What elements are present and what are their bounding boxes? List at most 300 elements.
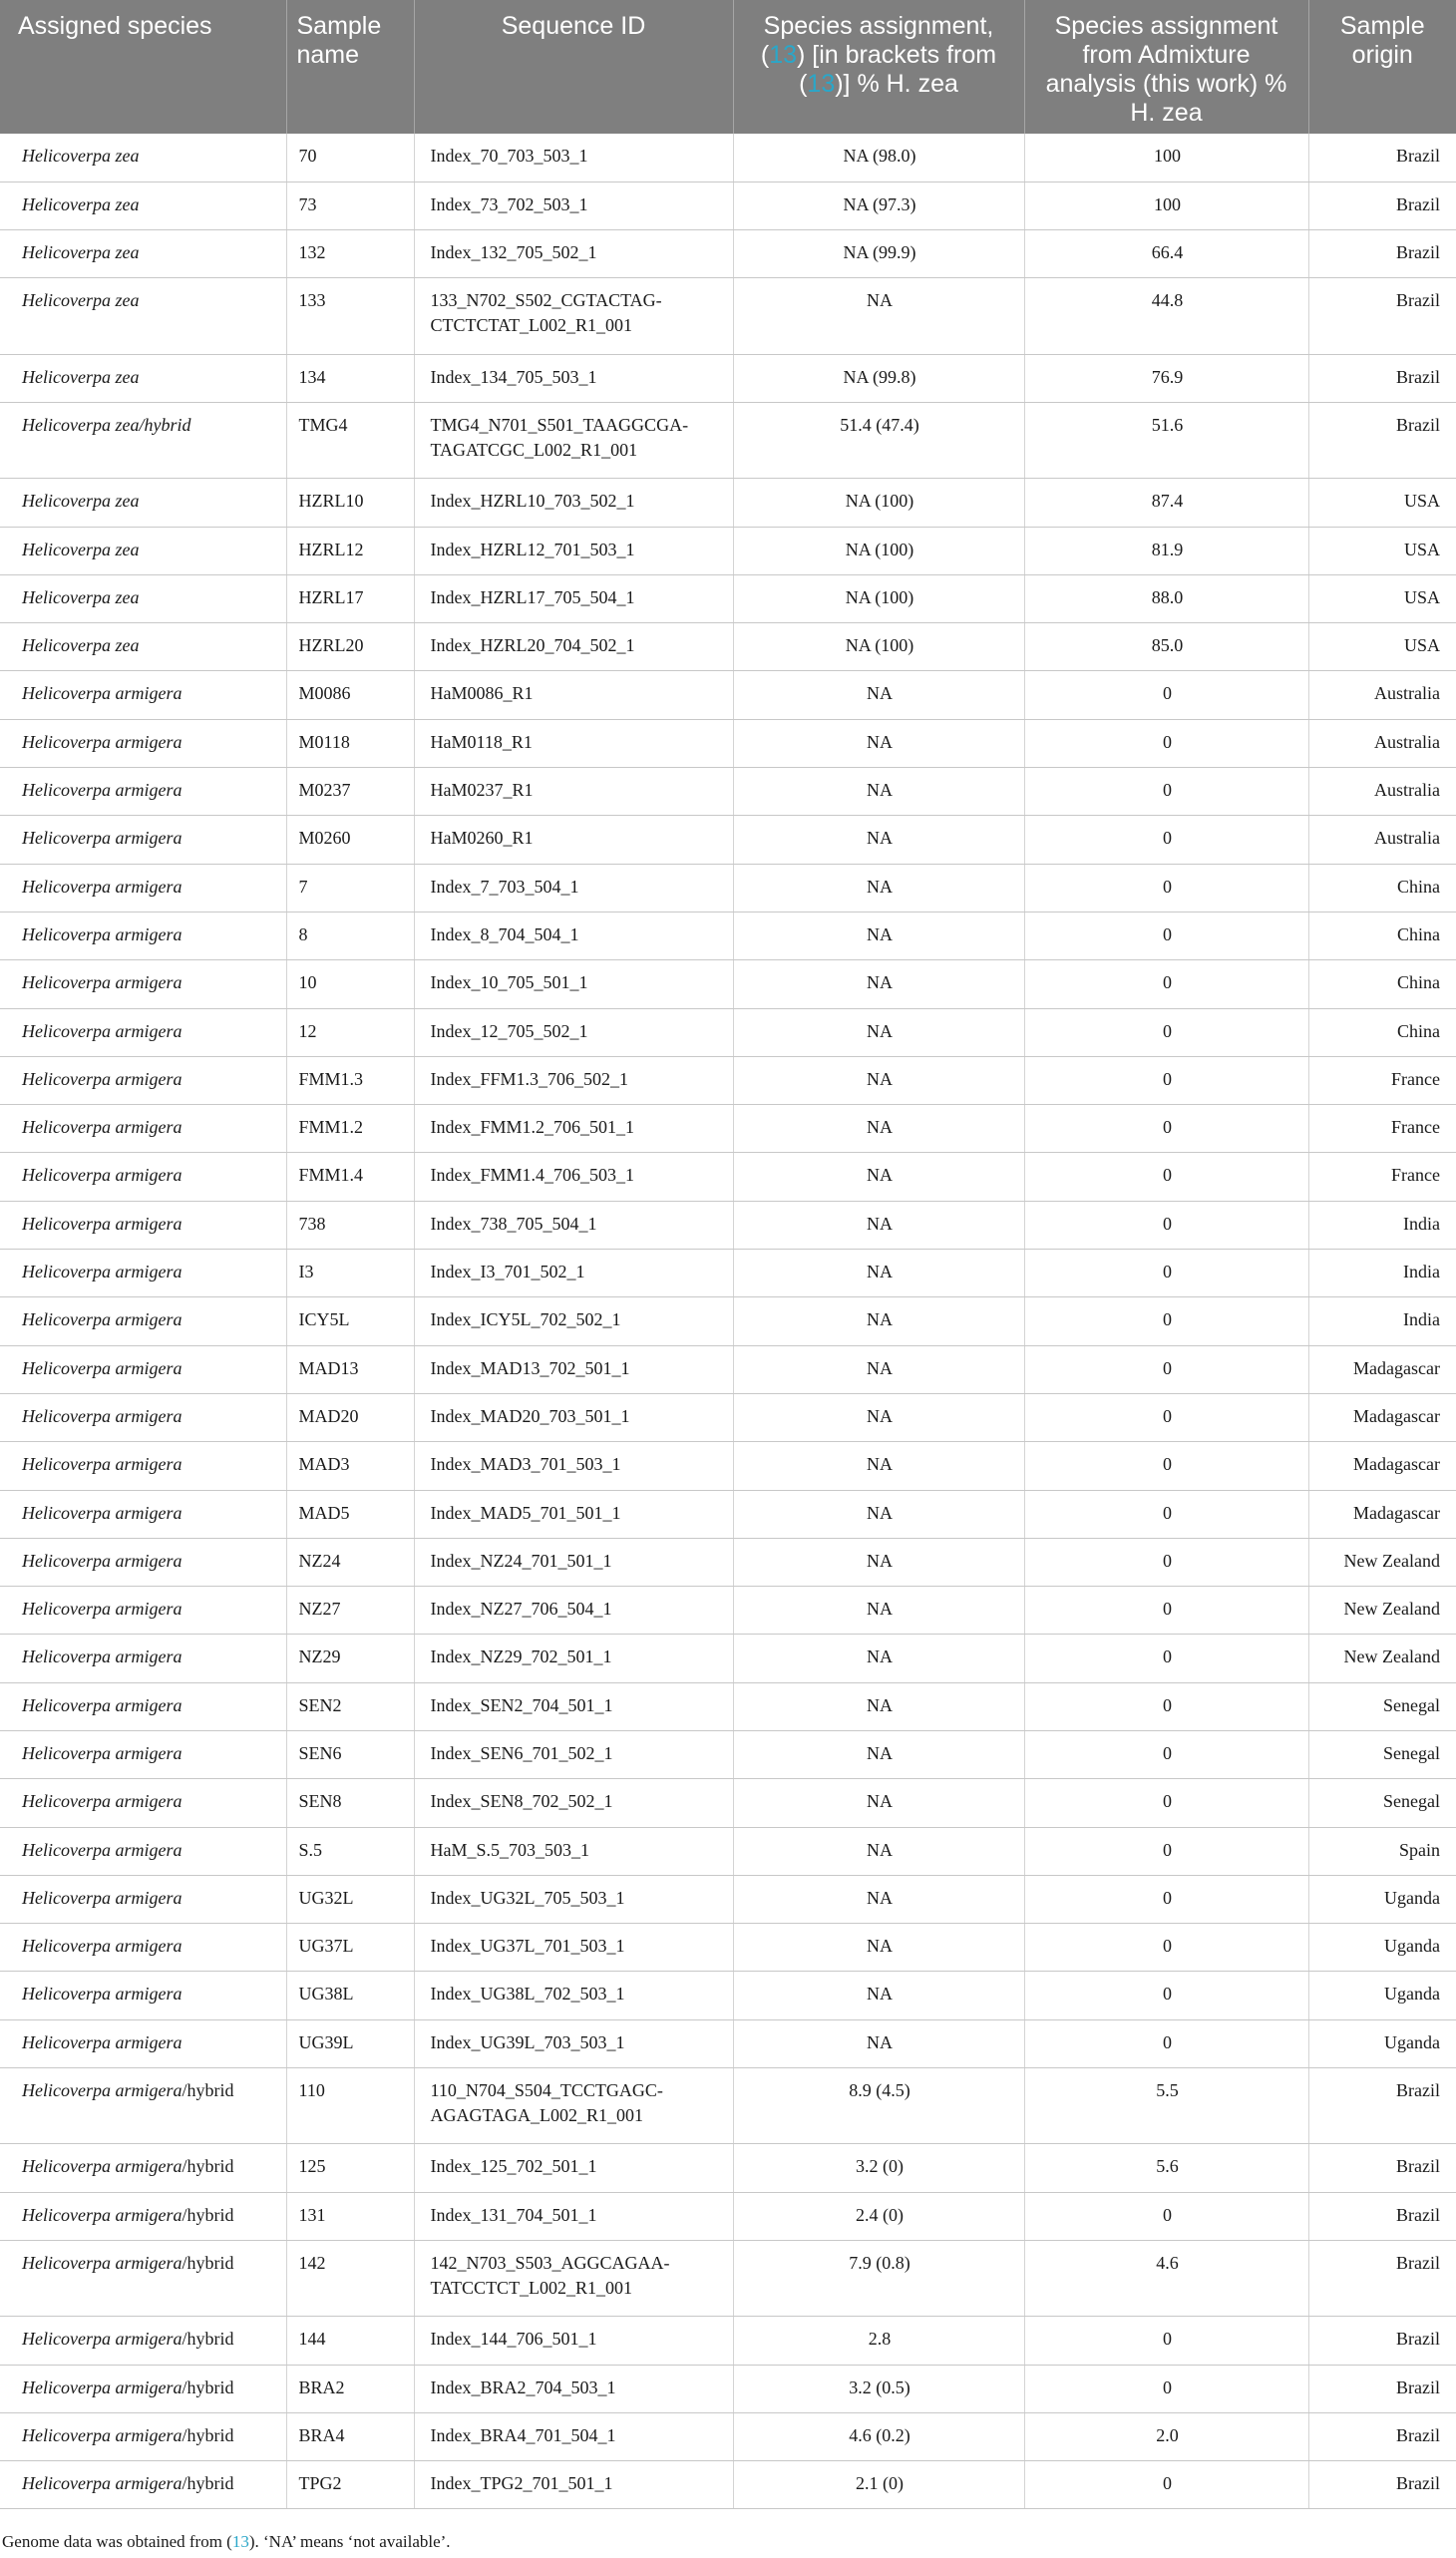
cell-sample-name: UG38L	[286, 1972, 414, 2019]
table-row	[0, 816, 1456, 864]
cell-species-assignment-ref: NA	[733, 1875, 1024, 1923]
table-row	[0, 2068, 1456, 2144]
cell-sequence-id: Index_BRA2_704_503_1	[414, 2365, 733, 2412]
cell-species-assignment-ref: NA	[733, 671, 1024, 719]
cell-sequence-id: Index_UG38L_702_503_1	[414, 1972, 733, 2019]
cell-sequence-id: Index_HZRL20_704_502_1	[414, 623, 733, 671]
header-assign-a-pre: Species assignment, (	[760, 12, 994, 69]
cell-sample-name: 12	[286, 1008, 414, 1056]
header-species-assignment-admixture: Species assignment from Admixture analysis (this work) % H. zea	[1024, 0, 1308, 134]
cell-sequence-id: Index_132_705_502_1	[414, 230, 733, 278]
species-name: Helicoverpa armigera	[22, 2252, 182, 2273]
cell-species-assignment-ref: NA (97.3)	[733, 182, 1024, 229]
cell-assigned-species	[0, 1105, 286, 1153]
table-row	[0, 1779, 1456, 1827]
cell-species-assignment-ref: NA	[733, 2019, 1024, 2067]
cell-assigned-species	[0, 623, 286, 671]
cell-species-assignment-ref: NA	[733, 768, 1024, 816]
cell-species-assignment-admixture: 100	[1024, 182, 1308, 229]
cell-species-assignment-admixture: 0	[1024, 2192, 1308, 2240]
cell-sequence-id: Index_HZRL10_703_502_1	[414, 479, 733, 527]
cell-sample-origin: Spain	[1308, 1827, 1456, 1875]
cell-sample-origin: Brazil	[1308, 2412, 1456, 2460]
species-name: Helicoverpa zea	[22, 290, 140, 311]
table-row	[0, 574, 1456, 622]
cell-sample-origin: USA	[1308, 527, 1456, 574]
cell-species-assignment-ref: NA	[733, 960, 1024, 1008]
cell-sample-name: 125	[286, 2144, 414, 2192]
species-name: Helicoverpa armigera	[22, 1117, 182, 1138]
table-row	[0, 768, 1456, 816]
cell-sequence-id: Index_TPG2_701_501_1	[414, 2461, 733, 2509]
cell-species-assignment-ref: NA	[733, 912, 1024, 959]
table-row	[0, 1538, 1456, 1586]
cell-sample-origin: Uganda	[1308, 2019, 1456, 2067]
cell-sample-origin: New Zealand	[1308, 1538, 1456, 1586]
cell-sample-origin: Brazil	[1308, 278, 1456, 354]
cell-species-assignment-ref: 4.6 (0.2)	[733, 2412, 1024, 2460]
cell-sample-origin: Brazil	[1308, 402, 1456, 478]
cell-sequence-id: Index_12_705_502_1	[414, 1008, 733, 1056]
cell-species-assignment-admixture: 0	[1024, 2317, 1308, 2365]
cell-sample-origin: India	[1308, 1297, 1456, 1345]
cell-species-assignment-ref: NA (98.0)	[733, 134, 1024, 182]
cell-sample-origin: Brazil	[1308, 2144, 1456, 2192]
species-name: Helicoverpa armigera	[22, 780, 182, 801]
cell-sample-origin: China	[1308, 1008, 1456, 1056]
cell-species-assignment-admixture: 0	[1024, 1731, 1308, 1779]
species-suffix: /hybrid	[182, 2376, 234, 2397]
cell-sequence-id: HaM_S.5_703_503_1	[414, 1827, 733, 1875]
cell-species-assignment-ref: NA	[733, 1779, 1024, 1827]
cell-assigned-species	[0, 1779, 286, 1827]
cell-sequence-id: HaM0118_R1	[414, 719, 733, 767]
cell-sequence-id: Index_738_705_504_1	[414, 1201, 733, 1249]
cell-sample-origin: USA	[1308, 623, 1456, 671]
cell-species-assignment-ref: NA (100)	[733, 623, 1024, 671]
cell-sequence-id: Index_NZ29_702_501_1	[414, 1635, 733, 1682]
species-name: Helicoverpa armigera	[22, 1936, 182, 1957]
cell-species-assignment-admixture: 0	[1024, 1827, 1308, 1875]
species-name: Helicoverpa armigera	[22, 1020, 182, 1041]
cell-sequence-id: Index_UG37L_701_503_1	[414, 1924, 733, 1972]
cell-species-assignment-admixture: 0	[1024, 671, 1308, 719]
cell-sample-name: BRA2	[286, 2365, 414, 2412]
species-name: Helicoverpa zea	[22, 146, 140, 166]
species-name: Helicoverpa zea	[22, 586, 140, 607]
cell-assigned-species	[0, 2461, 286, 2509]
cell-sample-origin: India	[1308, 1250, 1456, 1297]
species-name: Helicoverpa armigera	[22, 2156, 182, 2177]
cell-assigned-species	[0, 134, 286, 182]
cell-sample-origin: USA	[1308, 479, 1456, 527]
cell-sample-name: HZRL12	[286, 527, 414, 574]
cell-sample-origin: Madagascar	[1308, 1490, 1456, 1538]
header-sample-name: Sample name	[286, 0, 414, 134]
cell-sample-name: SEN8	[286, 1779, 414, 1827]
cell-sequence-id: Index_MAD3_701_503_1	[414, 1442, 733, 1490]
species-name: Helicoverpa armigera	[22, 1502, 182, 1523]
cell-sample-name: MAD5	[286, 1490, 414, 1538]
cell-sample-origin: France	[1308, 1153, 1456, 1201]
cell-species-assignment-admixture: 0	[1024, 912, 1308, 959]
cell-sample-name: M0237	[286, 768, 414, 816]
cell-assigned-species	[0, 2365, 286, 2412]
cell-species-assignment-admixture: 51.6	[1024, 402, 1308, 478]
table-row	[0, 1008, 1456, 1056]
cell-sample-name: 73	[286, 182, 414, 229]
cell-assigned-species	[0, 1250, 286, 1297]
cell-sample-name: MAD13	[286, 1345, 414, 1393]
species-name: Helicoverpa armigera	[22, 2473, 182, 2494]
cell-sample-name: 738	[286, 1201, 414, 1249]
cell-sequence-id: Index_FFM1.3_706_502_1	[414, 1056, 733, 1104]
cell-species-assignment-admixture: 4.6	[1024, 2240, 1308, 2316]
cell-species-assignment-admixture: 0	[1024, 1008, 1308, 1056]
cell-species-assignment-ref: NA	[733, 1635, 1024, 1682]
cell-sample-origin: Uganda	[1308, 1875, 1456, 1923]
cell-sample-name: SEN6	[286, 1731, 414, 1779]
cell-sequence-id: HaM0237_R1	[414, 768, 733, 816]
cell-sequence-id: 133_N702_S502_CGTACTAG-CTCTCTAT_L002_R1_001	[414, 278, 733, 354]
header-ref-link-1[interactable]: 13	[769, 41, 798, 69]
cell-sample-name: 8	[286, 912, 414, 959]
cell-species-assignment-admixture: 0	[1024, 1442, 1308, 1490]
cell-sample-name: 131	[286, 2192, 414, 2240]
cell-sample-name: FMM1.2	[286, 1105, 414, 1153]
species-name: Helicoverpa armigera	[22, 876, 182, 897]
cell-sample-origin: Brazil	[1308, 2461, 1456, 2509]
cell-species-assignment-ref: 8.9 (4.5)	[733, 2068, 1024, 2144]
cell-assigned-species	[0, 402, 286, 478]
cell-assigned-species	[0, 1731, 286, 1779]
table-row	[0, 719, 1456, 767]
species-name: Helicoverpa armigera	[22, 683, 182, 704]
cell-sample-name: 142	[286, 2240, 414, 2316]
header-sequence-id: Sequence ID	[414, 0, 733, 134]
cell-sequence-id: HaM0086_R1	[414, 671, 733, 719]
cell-species-assignment-admixture: 0	[1024, 1538, 1308, 1586]
cell-assigned-species	[0, 2317, 286, 2365]
species-name: Helicoverpa armigera	[22, 2080, 182, 2101]
cell-sample-name: HZRL10	[286, 479, 414, 527]
cell-assigned-species	[0, 1827, 286, 1875]
cell-sample-origin: Senegal	[1308, 1779, 1456, 1827]
cell-species-assignment-ref: NA (100)	[733, 479, 1024, 527]
cell-species-assignment-admixture: 0	[1024, 816, 1308, 864]
table-row	[0, 479, 1456, 527]
species-name: Helicoverpa armigera	[22, 2329, 182, 2350]
cell-species-assignment-admixture: 0	[1024, 1587, 1308, 1635]
cell-sequence-id: Index_MAD13_702_501_1	[414, 1345, 733, 1393]
cell-assigned-species	[0, 1008, 286, 1056]
cell-assigned-species	[0, 1875, 286, 1923]
cell-species-assignment-admixture: 0	[1024, 1924, 1308, 1972]
cell-sample-name: 132	[286, 230, 414, 278]
cell-sequence-id: Index_144_706_501_1	[414, 2317, 733, 2365]
cell-sequence-id: 142_N703_S503_AGGCAGAA-TATCCTCT_L002_R1_001	[414, 2240, 733, 2316]
species-name: Helicoverpa armigera	[22, 1839, 182, 1860]
cell-species-assignment-ref: NA	[733, 1345, 1024, 1393]
table-row	[0, 2240, 1456, 2316]
cell-sample-origin: New Zealand	[1308, 1635, 1456, 1682]
cell-assigned-species	[0, 2412, 286, 2460]
cell-assigned-species	[0, 1442, 286, 1490]
cell-sample-origin: Brazil	[1308, 2192, 1456, 2240]
species-name: Helicoverpa armigera	[22, 1646, 182, 1667]
table-row	[0, 527, 1456, 574]
cell-assigned-species	[0, 1538, 286, 1586]
table-row	[0, 2192, 1456, 2240]
cell-species-assignment-ref: NA	[733, 1393, 1024, 1441]
cell-sample-name: 10	[286, 960, 414, 1008]
cell-sample-origin: Brazil	[1308, 134, 1456, 182]
cell-species-assignment-ref: NA	[733, 1056, 1024, 1104]
cell-species-assignment-admixture: 5.6	[1024, 2144, 1308, 2192]
table-row	[0, 1105, 1456, 1153]
cell-sample-origin: Uganda	[1308, 1972, 1456, 2019]
species-name: Helicoverpa armigera	[22, 1550, 182, 1571]
table-row	[0, 402, 1456, 478]
cell-assigned-species	[0, 527, 286, 574]
cell-species-assignment-admixture: 76.9	[1024, 354, 1308, 402]
cell-sample-name: UG32L	[286, 1875, 414, 1923]
cell-assigned-species	[0, 1153, 286, 1201]
cell-assigned-species	[0, 912, 286, 959]
species-name: Helicoverpa armigera	[22, 1694, 182, 1715]
table-row	[0, 1827, 1456, 1875]
cell-species-assignment-ref: NA (99.8)	[733, 354, 1024, 402]
cell-sequence-id: Index_FMM1.4_706_503_1	[414, 1153, 733, 1201]
table-row	[0, 1297, 1456, 1345]
cell-sequence-id: Index_MAD5_701_501_1	[414, 1490, 733, 1538]
cell-species-assignment-ref: NA	[733, 1201, 1024, 1249]
cell-sample-origin: Brazil	[1308, 182, 1456, 229]
cell-sample-origin: Australia	[1308, 719, 1456, 767]
cell-sequence-id: HaM0260_R1	[414, 816, 733, 864]
cell-species-assignment-admixture: 100	[1024, 134, 1308, 182]
cell-species-assignment-admixture: 44.8	[1024, 278, 1308, 354]
cell-species-assignment-ref: 7.9 (0.8)	[733, 2240, 1024, 2316]
cell-sample-origin: China	[1308, 864, 1456, 912]
cell-assigned-species	[0, 278, 286, 354]
cell-sample-name: NZ29	[286, 1635, 414, 1682]
cell-species-assignment-admixture: 0	[1024, 1056, 1308, 1104]
cell-sequence-id: Index_10_705_501_1	[414, 960, 733, 1008]
cell-sample-name: NZ24	[286, 1538, 414, 1586]
table-row	[0, 864, 1456, 912]
cell-sample-origin: Brazil	[1308, 354, 1456, 402]
header-assign-a-post: )] % H. zea	[835, 70, 958, 98]
cell-species-assignment-ref: 2.4 (0)	[733, 2192, 1024, 2240]
cell-species-assignment-admixture: 0	[1024, 1250, 1308, 1297]
cell-sample-origin: Uganda	[1308, 1924, 1456, 1972]
cell-species-assignment-admixture: 0	[1024, 1490, 1308, 1538]
cell-species-assignment-ref: NA (99.9)	[733, 230, 1024, 278]
cell-species-assignment-ref: NA	[733, 1587, 1024, 1635]
species-name: Helicoverpa armigera	[22, 1165, 182, 1186]
cell-species-assignment-ref: NA	[733, 719, 1024, 767]
cell-species-assignment-admixture: 0	[1024, 1345, 1308, 1393]
cell-assigned-species	[0, 354, 286, 402]
species-name: Helicoverpa armigera	[22, 2204, 182, 2225]
species-name: Helicoverpa armigera	[22, 1984, 182, 2005]
cell-sample-origin: Senegal	[1308, 1682, 1456, 1730]
table-row	[0, 623, 1456, 671]
cell-species-assignment-ref: NA (100)	[733, 574, 1024, 622]
table-row	[0, 1875, 1456, 1923]
cell-species-assignment-admixture: 0	[1024, 1635, 1308, 1682]
species-name: Helicoverpa zea	[22, 491, 140, 512]
cell-species-assignment-ref: 2.8	[733, 2317, 1024, 2365]
cell-species-assignment-ref: NA	[733, 1972, 1024, 2019]
table-row	[0, 2019, 1456, 2067]
table-row	[0, 1345, 1456, 1393]
cell-sequence-id: TMG4_N701_S501_TAAGGCGA-TAGATCGC_L002_R1_001	[414, 402, 733, 478]
cell-sample-name: NZ27	[286, 1587, 414, 1635]
cell-species-assignment-ref: 3.2 (0.5)	[733, 2365, 1024, 2412]
cell-sample-name: UG39L	[286, 2019, 414, 2067]
species-name: Helicoverpa zea	[22, 539, 140, 559]
cell-sample-origin: Brazil	[1308, 2240, 1456, 2316]
cell-assigned-species	[0, 816, 286, 864]
header-ref-link-2[interactable]: 13	[807, 70, 836, 98]
cell-species-assignment-ref: 51.4 (47.4)	[733, 402, 1024, 478]
species-suffix: /hybrid	[182, 2080, 234, 2101]
cell-sequence-id: Index_SEN6_701_502_1	[414, 1731, 733, 1779]
cell-sequence-id: Index_SEN2_704_501_1	[414, 1682, 733, 1730]
cell-species-assignment-admixture: 0	[1024, 864, 1308, 912]
species-suffix: /hybrid	[182, 2252, 234, 2273]
cell-assigned-species	[0, 1682, 286, 1730]
cell-sample-name: M0260	[286, 816, 414, 864]
cell-assigned-species	[0, 1635, 286, 1682]
species-name: Helicoverpa armigera	[22, 1309, 182, 1330]
cell-sequence-id: Index_SEN8_702_502_1	[414, 1779, 733, 1827]
cell-species-assignment-admixture: 0	[1024, 2461, 1308, 2509]
cell-sample-origin: USA	[1308, 574, 1456, 622]
cell-sample-name: MAD20	[286, 1393, 414, 1441]
cell-sample-origin: Madagascar	[1308, 1442, 1456, 1490]
cell-sample-name: 134	[286, 354, 414, 402]
cell-assigned-species	[0, 1201, 286, 1249]
cell-species-assignment-admixture: 0	[1024, 719, 1308, 767]
cell-sample-name: 133	[286, 278, 414, 354]
footnote-pre: Genome data was obtained from (	[2, 2532, 232, 2551]
cell-species-assignment-admixture: 66.4	[1024, 230, 1308, 278]
table-row	[0, 912, 1456, 959]
cell-sample-origin: Brazil	[1308, 2317, 1456, 2365]
species-name: Helicoverpa armigera	[22, 1262, 182, 1282]
cell-sequence-id: Index_7_703_504_1	[414, 864, 733, 912]
cell-species-assignment-ref: 2.1 (0)	[733, 2461, 1024, 2509]
cell-species-assignment-ref: NA	[733, 1731, 1024, 1779]
cell-sample-origin: New Zealand	[1308, 1587, 1456, 1635]
cell-sample-name: I3	[286, 1250, 414, 1297]
cell-sample-origin: Madagascar	[1308, 1345, 1456, 1393]
cell-sample-name: ICY5L	[286, 1297, 414, 1345]
cell-sample-origin: Australia	[1308, 816, 1456, 864]
species-suffix: /hybrid	[182, 2329, 234, 2350]
cell-sequence-id: 110_N704_S504_TCCTGAGC-AGAGTAGA_L002_R1_001	[414, 2068, 733, 2144]
cell-sample-name: TMG4	[286, 402, 414, 478]
cell-sequence-id: Index_125_702_501_1	[414, 2144, 733, 2192]
cell-species-assignment-admixture: 88.0	[1024, 574, 1308, 622]
cell-sequence-id: Index_UG39L_703_503_1	[414, 2019, 733, 2067]
table-row	[0, 2461, 1456, 2509]
cell-species-assignment-ref: NA	[733, 1297, 1024, 1345]
cell-species-assignment-admixture: 0	[1024, 1105, 1308, 1153]
cell-assigned-species	[0, 182, 286, 229]
cell-sample-name: UG37L	[286, 1924, 414, 1972]
cell-species-assignment-admixture: 0	[1024, 1201, 1308, 1249]
cell-assigned-species	[0, 1393, 286, 1441]
cell-sequence-id: Index_I3_701_502_1	[414, 1250, 733, 1297]
cell-sample-name: MAD3	[286, 1442, 414, 1490]
cell-species-assignment-admixture: 0	[1024, 1297, 1308, 1345]
cell-species-assignment-admixture: 0	[1024, 1153, 1308, 1201]
species-name: Helicoverpa zea	[22, 193, 140, 214]
table-row	[0, 1924, 1456, 1972]
cell-species-assignment-admixture: 0	[1024, 768, 1308, 816]
cell-species-assignment-ref: NA	[733, 1153, 1024, 1201]
cell-sample-name: HZRL17	[286, 574, 414, 622]
species-name: Helicoverpa armigera	[22, 2424, 182, 2445]
cell-species-assignment-ref: 3.2 (0)	[733, 2144, 1024, 2192]
cell-species-assignment-admixture: 2.0	[1024, 2412, 1308, 2460]
cell-sample-origin: China	[1308, 912, 1456, 959]
cell-species-assignment-ref: NA	[733, 1682, 1024, 1730]
cell-species-assignment-admixture: 87.4	[1024, 479, 1308, 527]
cell-sequence-id: Index_MAD20_703_501_1	[414, 1393, 733, 1441]
cell-sequence-id: Index_73_702_503_1	[414, 182, 733, 229]
footnote-ref-link[interactable]: 13	[231, 2532, 249, 2551]
cell-sample-origin: Madagascar	[1308, 1393, 1456, 1441]
cell-species-assignment-ref: NA	[733, 1924, 1024, 1972]
cell-sample-name: S.5	[286, 1827, 414, 1875]
cell-species-assignment-admixture: 0	[1024, 2019, 1308, 2067]
table-row	[0, 960, 1456, 1008]
cell-species-assignment-admixture: 0	[1024, 1875, 1308, 1923]
cell-sequence-id: Index_131_704_501_1	[414, 2192, 733, 2240]
cell-sequence-id: Index_NZ24_701_501_1	[414, 1538, 733, 1586]
cell-species-assignment-admixture: 5.5	[1024, 2068, 1308, 2144]
species-name: Helicoverpa zea	[22, 366, 140, 387]
species-name: Helicoverpa armigera	[22, 1791, 182, 1812]
cell-species-assignment-admixture: 81.9	[1024, 527, 1308, 574]
species-name: Helicoverpa armigera	[22, 1599, 182, 1620]
cell-species-assignment-ref: NA	[733, 1490, 1024, 1538]
cell-species-assignment-admixture: 0	[1024, 1972, 1308, 2019]
cell-sample-name: HZRL20	[286, 623, 414, 671]
cell-assigned-species	[0, 2068, 286, 2144]
table-row	[0, 1587, 1456, 1635]
table-row	[0, 2412, 1456, 2460]
table-row	[0, 1490, 1456, 1538]
cell-assigned-species	[0, 2240, 286, 2316]
species-name: Helicoverpa armigera	[22, 1068, 182, 1089]
species-name: Helicoverpa zea	[22, 635, 140, 656]
cell-sample-origin: Senegal	[1308, 1731, 1456, 1779]
cell-assigned-species	[0, 1345, 286, 1393]
cell-assigned-species	[0, 1297, 286, 1345]
cell-sample-name: SEN2	[286, 1682, 414, 1730]
cell-sample-origin: France	[1308, 1105, 1456, 1153]
cell-sequence-id: Index_8_704_504_1	[414, 912, 733, 959]
cell-assigned-species	[0, 574, 286, 622]
species-name: Helicoverpa armigera	[22, 1357, 182, 1378]
species-name: Helicoverpa armigera	[22, 923, 182, 944]
